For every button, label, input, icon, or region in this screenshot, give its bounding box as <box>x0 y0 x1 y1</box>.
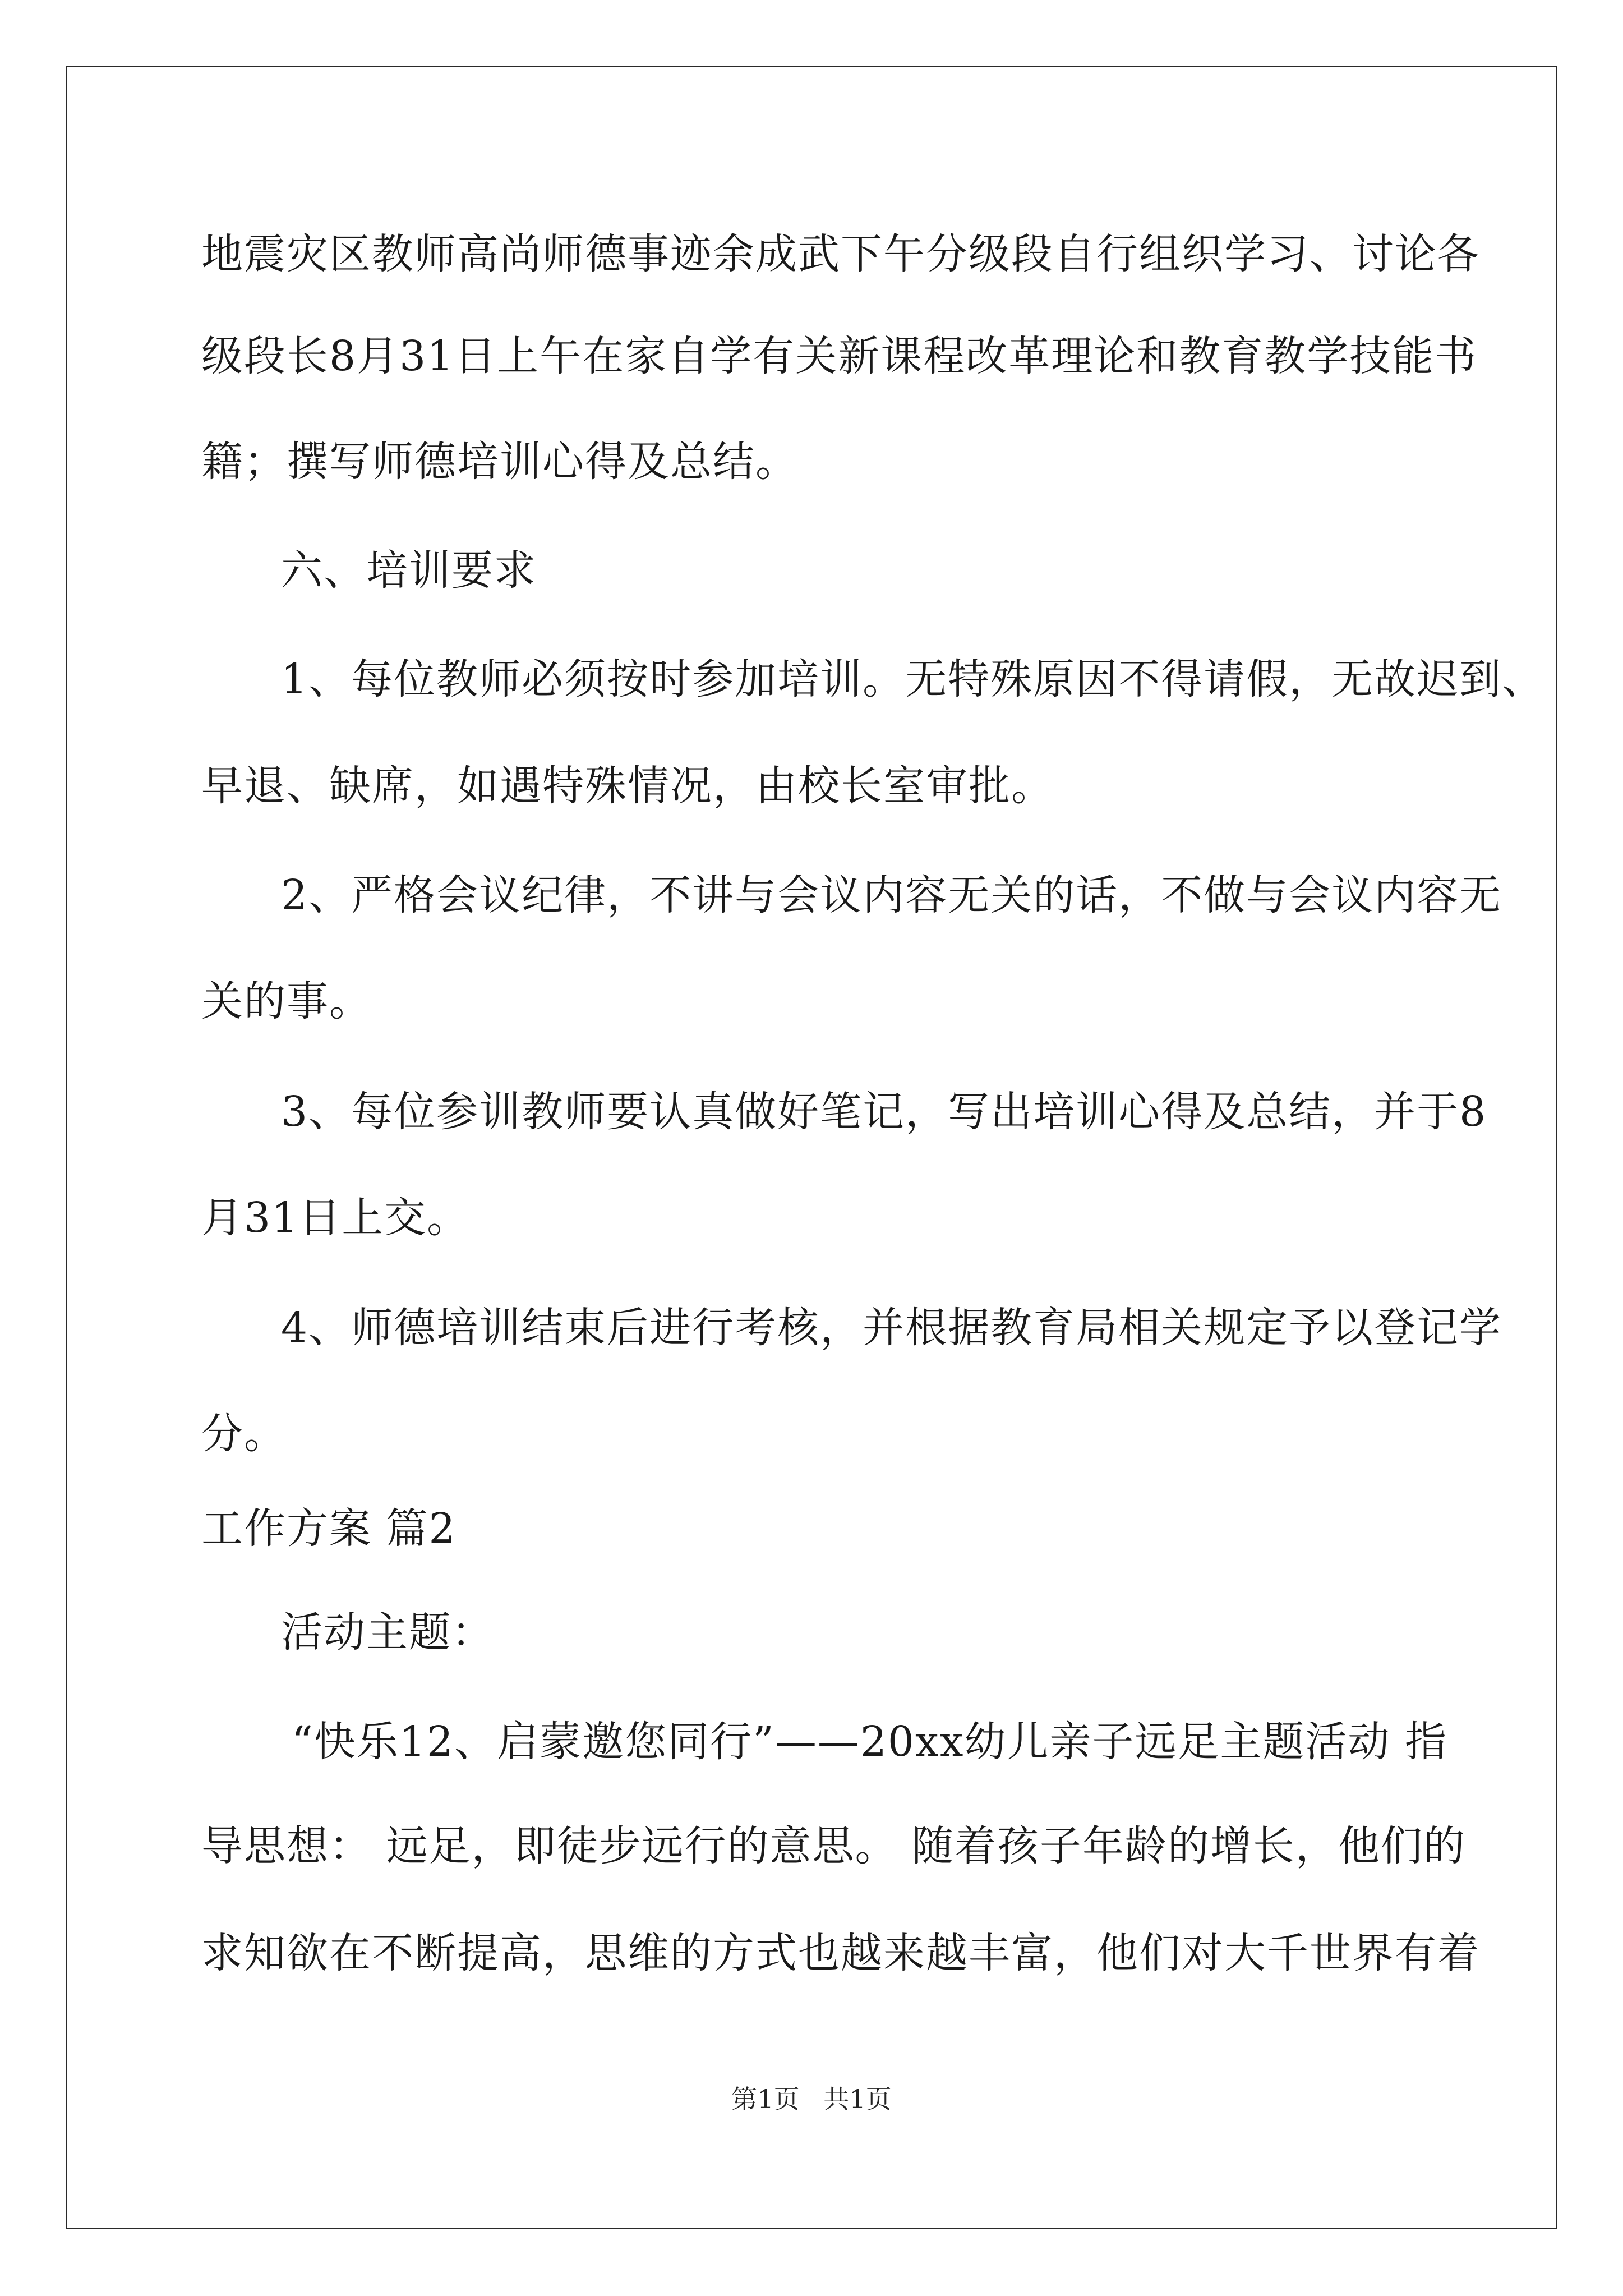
page-number-total: 共1页 <box>823 2084 892 2114</box>
text-line: 籍；撰写师德培训心得及总结。 <box>201 438 798 486</box>
text-line: 月31日上交。 <box>201 1194 470 1242</box>
text-line: “快乐12、启蒙邀您同行”——20xx幼儿亲子远足主题活动 指 <box>292 1718 1447 1766</box>
text-line: 1、每位教师必须按时参加培训。无特殊原因不得请假，无故迟到、 <box>281 655 1545 703</box>
page-number-current: 第1页 <box>731 2084 800 2114</box>
text-line: 4、师德培训结束后进行考核，并根据教育局相关规定予以登记学 <box>281 1304 1502 1352</box>
text-line: 活动主题： <box>281 1608 494 1657</box>
text-line: 分。 <box>201 1410 287 1458</box>
page-border <box>66 66 1557 2229</box>
text-line: 求知欲在不断提高，思维的方式也越来越丰富，他们对大千世界有着 <box>201 1929 1480 1977</box>
text-line: 3、每位参训教师要认真做好笔记，写出培训心得及总结，并于8 <box>281 1088 1487 1136</box>
text-line: 关的事。 <box>201 977 372 1025</box>
article-title: 工作方案 篇2 <box>201 1504 457 1553</box>
text-line: 地震灾区教师高尚师德事迹余成武下午分级段自行组织学习、讨论各 <box>201 230 1480 278</box>
text-line: 导思想： 远足，即徒步远行的意思。 随着孩子年龄的增长，他们的 <box>201 1822 1467 1870</box>
text-line: 级段长8月31日上午在家自学有关新课程改革理论和教育教学技能书 <box>201 332 1478 380</box>
section-heading: 六、培训要求 <box>281 546 537 595</box>
text-line: 2、严格会议纪律，不讲与会议内容无关的话，不做与会议内容无 <box>281 871 1502 919</box>
page-footer <box>0 2082 1623 2116</box>
text-line: 早退、缺席，如遇特殊情况，由校长室审批。 <box>201 762 1054 810</box>
